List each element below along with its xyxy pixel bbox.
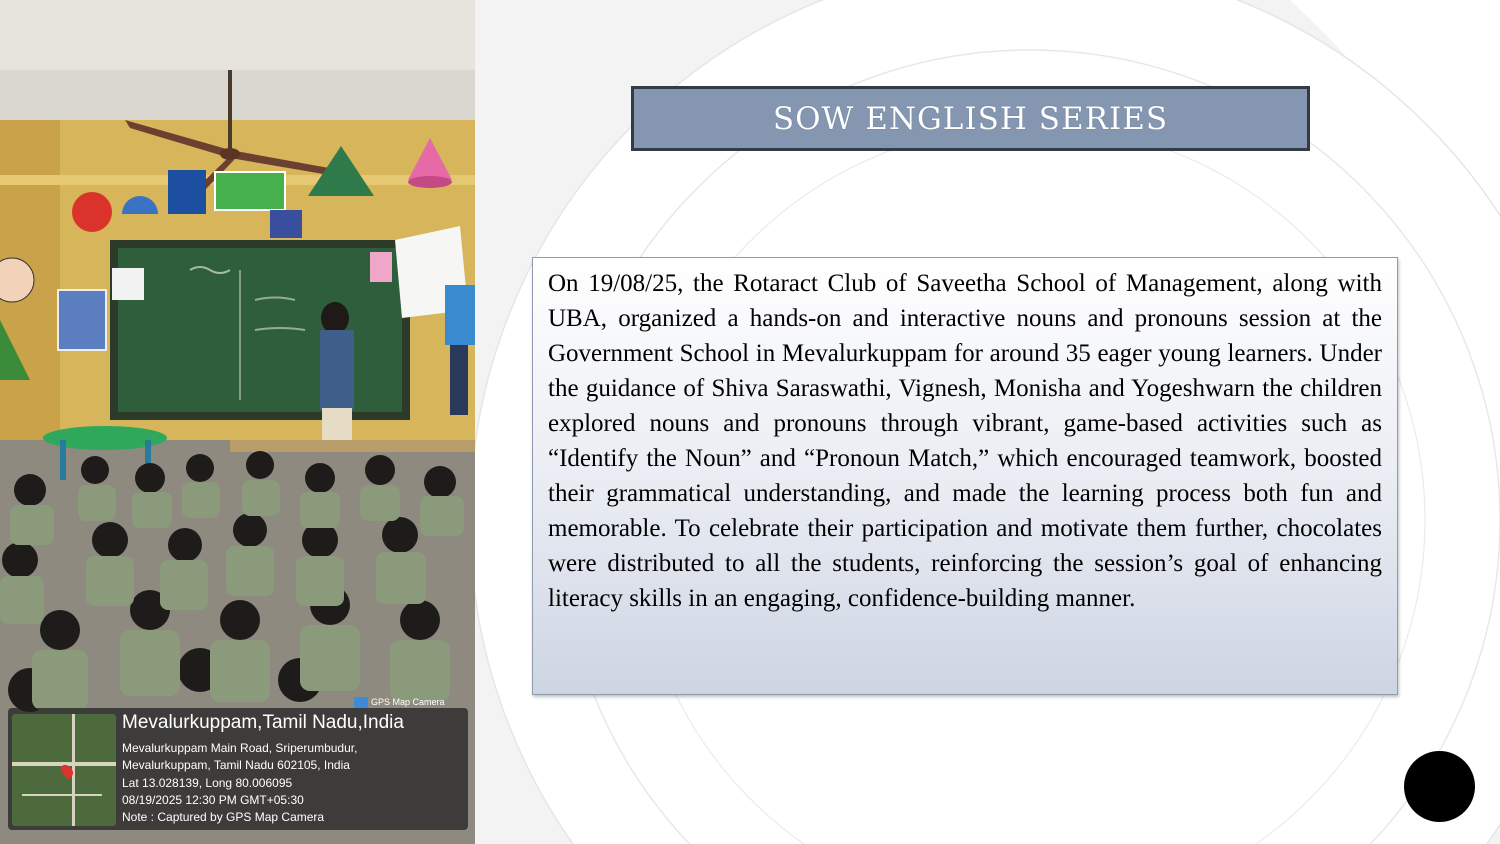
gps-note: Note : Captured by GPS Map Camera (122, 810, 325, 825)
classroom-photo (0, 0, 475, 844)
gps-details (122, 740, 357, 826)
gps-address-line1: Mevalurkuppam Main Road, Sriperumbudur, (122, 741, 358, 755)
black-circle-marker (1404, 751, 1475, 822)
gps-badge-label: GPS Map Camera (371, 697, 445, 707)
gps-map-thumbnail (12, 714, 116, 826)
title-bar (631, 86, 1310, 151)
description-box (532, 257, 1398, 695)
gps-address-line2: Mevalurkuppam, Tamil Nadu 602105, India (122, 758, 350, 773)
gps-timestamp: 08/19/2025 12:30 PM GMT+05:30 (122, 792, 304, 807)
description-text: On 19/08/25, the Rotaract Club of Saveetha School of Management, along with UBA, organized a hands-on and interactive nouns and pronouns session at the Government School in Mevalurkuppam for around 35 eager young learners. Under the guidance of Shiva Saraswathi, Vignesh, Monisha and Yogeshwarn the children explored nouns and pronouns through vibrant, game-based activities such as “Identify the Noun” and “Pronoun Match,” which encouraged teamwork, boosted their grammatical understanding, and made the learning process both fun and memorable. To celebrate their participation and motivate them further, chocolates were distributed to all the students, reinforcing the session’s goal of enhancing literacy skills in an engaging, confidence-building manner. (548, 270, 1382, 612)
gps-badge (354, 695, 445, 709)
gps-location-title: Mevalurkuppam,Tamil Nadu,India (122, 712, 404, 733)
gps-coordinates: Lat 13.028139, Long 80.006095 (122, 775, 293, 790)
slide-title: SOW ENGLISH SERIES (772, 100, 1169, 137)
gps-info-card (8, 697, 468, 830)
camera-icon (354, 697, 368, 708)
